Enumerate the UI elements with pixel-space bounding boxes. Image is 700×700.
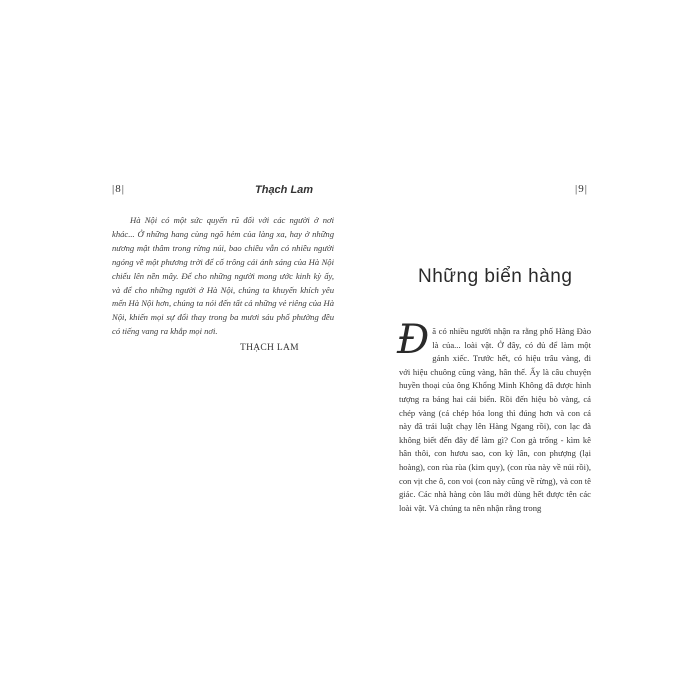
left-page-number: |8| [112, 183, 125, 195]
running-head-author: Thạch Lam [255, 184, 314, 196]
chapter-title: Những biển hàng [418, 266, 573, 287]
author-signature: THẠCH LAM [240, 343, 299, 353]
drop-cap-letter: Đ [397, 317, 430, 363]
right-page-number: |9| [575, 183, 588, 195]
chapter-body [397, 317, 591, 515]
chapter-body-text: ã có nhiều người nhận ra rằng phố Hàng Đào là của... loài vật. Ở đây, có đủ để làm một gánh xiếc. Trước hết, có hiệu trâu vàng, đi với hiệu chuông cũng vàng, hân thế. Ấy là câu chuyện huyền thoại của ông Khổng Minh Không đã được hình tượng ra bảng hai cái biển. Rồi đến hiệu bò vàng, cá chép vàng (cá chép hóa long thì đúng hơn và con cá này đã trái luật chạy lên Hàng Ngang rồi), con lạc đà không biết đến đây để làm gì? Con gà trống - kìm kê hân thôi, con hươu sao, con kỳ lân, con phượng (lại hoàng), con rùa rùa (kim quy), (con rùa này về núi rồi), con vịt che ô, con voi (con này cũng về rừng), và con tê giác. Các nhà hàng còn lâu mới dùng hết được tên các loài vật. Và chúng ta nên nhận rằng trong [399, 326, 591, 513]
preface-text: Hà Nội có một sức quyến rũ đối với các người ở nơi khác... Ở những hang cùng ngõ hẻm của làng xa, hay ở những nương mật thâm trong rừng núi, bao chiều vẫn có nhiều người ngóng về một phương trời để cố trông cái ánh sáng của Hà Nội chiếu lên nền mây. Để cho những người mong ước kinh kỳ ấy, và để cho những người ở Hà Nội, chúng ta khuyến khích yêu mến Hà Nội hơn, chúng ta nói đến tất cả những vẻ riêng của Hà Nội, khiến mọi sự đổi thay trong ba mươi sáu phố phường đều có tiếng vang ra khắp mọi nơi. [112, 215, 334, 337]
